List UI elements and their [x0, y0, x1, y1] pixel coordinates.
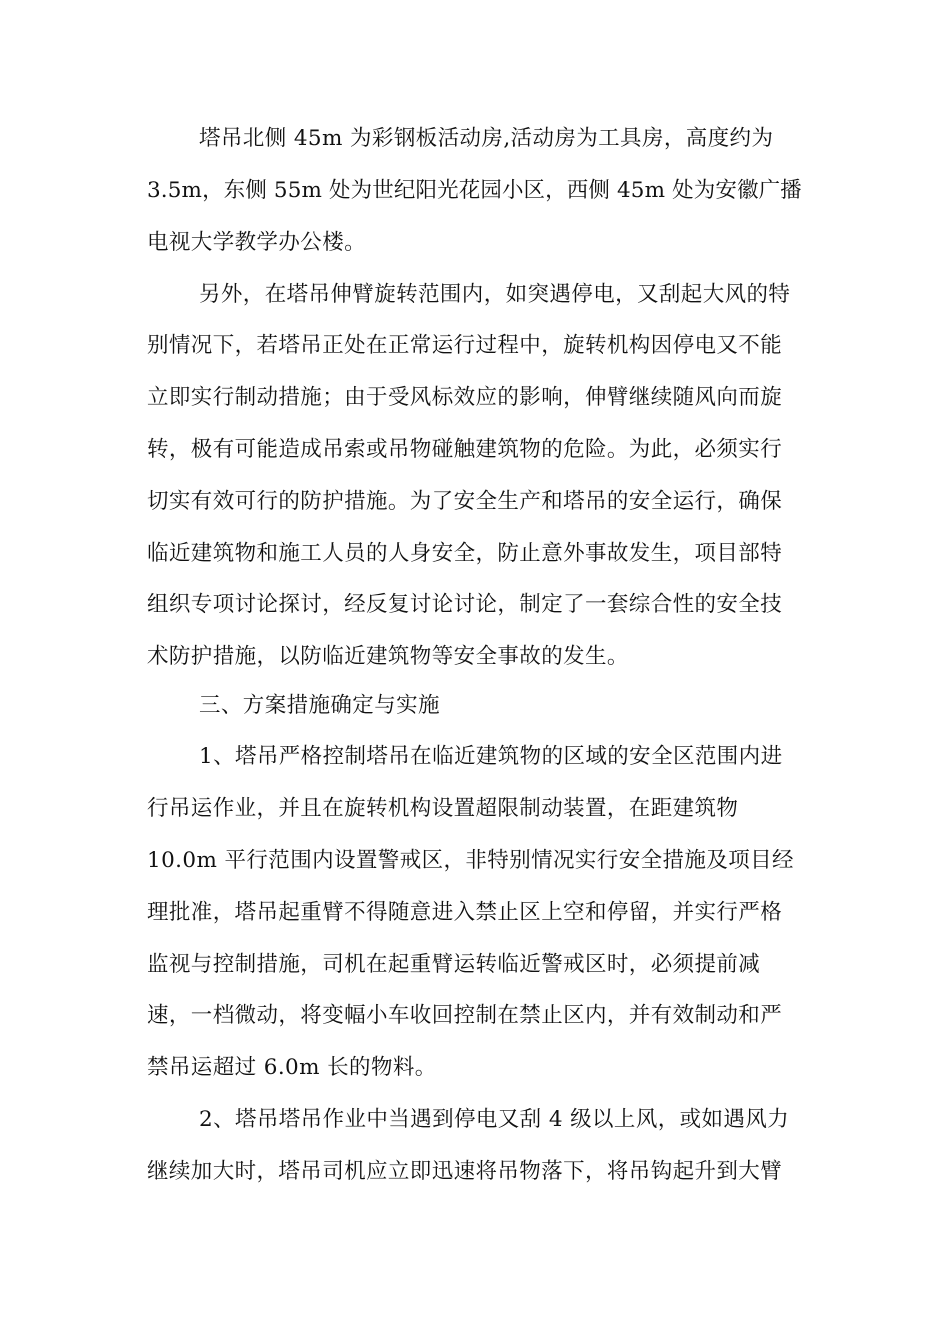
text-line: 速，一档微动，将变幅小车收回控制在禁止区内，并有效制动和严 [147, 1003, 783, 1028]
text-line: 3.5m，东侧 55m 处为世纪阳光花园小区，西侧 45m 处为安徽广播 [147, 178, 802, 203]
text-line: 继续加大时，塔吊司机应立即迅速将吊物落下，将吊钩起升到大臂 [147, 1159, 783, 1184]
text-line: 术防护措施，以防临近建筑物等安全事故的发生。 [147, 644, 629, 669]
text-line: 电视大学教学办公楼。 [147, 230, 367, 255]
heading-text: 三、方案措施确定与实施 [199, 693, 440, 718]
text-line: 另外，在塔吊伸臂旋转范围内，如突遇停电，又刮起大风的特 [199, 282, 791, 307]
text-line: 临近建筑物和施工人员的人身安全，防止意外事故发生，项目部特 [147, 541, 783, 566]
text-line: 监视与控制措施，司机在起重臂运转临近警戒区时，必须提前减 [147, 952, 761, 977]
text-line: 别情况下，若塔吊正处在正常运行过程中，旋转机构因停电又不能 [147, 333, 783, 358]
text-line: 转，极有可能造成吊索或吊物碰触建筑物的危险。为此，必须实行 [147, 437, 783, 462]
text-line: 2、塔吊塔吊作业中当遇到停电又刮 4 级以上风，或如遇风力 [199, 1107, 790, 1132]
text-line: 行吊运作业，并且在旋转机构设置超限制动装置，在距建筑物 [147, 796, 739, 821]
text-line: 禁吊运超过 6.0m 长的物料。 [147, 1055, 437, 1080]
text-line: 塔吊北侧 45m 为彩钢板活动房,活动房为工具房，高度约为 [199, 126, 774, 151]
text-line: 1、塔吊严格控制塔吊在临近建筑物的区域的安全区范围内进 [199, 744, 783, 769]
text-line: 立即实行制动措施；由于受风标效应的影响，伸臂继续随风向而旋 [147, 385, 783, 410]
text-line: 理批准，塔吊起重臂不得随意进入禁止区上空和停留，并实行严格 [147, 900, 783, 925]
text-line: 组织专项讨论探讨，经反复讨论讨论，制定了一套综合性的安全技 [147, 592, 783, 617]
text-line: 切实有效可行的防护措施。为了安全生产和塔吊的安全运行，确保 [147, 489, 783, 514]
text-line: 10.0m 平行范围内设置警戒区，非特别情况实行安全措施及项目经 [147, 848, 794, 873]
